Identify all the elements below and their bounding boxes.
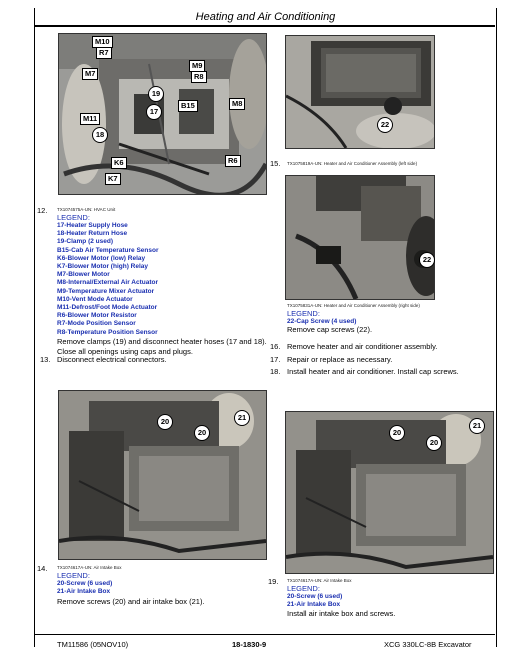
step-17-text: Repair or replace as necessary. <box>287 355 393 364</box>
step-16-text: Remove heater and air conditioner assembly. <box>287 342 438 351</box>
callout-19: 19 <box>148 86 164 102</box>
legend-item: 19-Clamp (2 used) <box>57 238 113 246</box>
callout-20-top: 20 <box>157 414 173 430</box>
callout-m8: M8 <box>229 98 245 110</box>
step-17-number: 17. <box>270 355 281 364</box>
step-12-instruction: Remove clamps (19) and disconnect heater hoses (17 and 18). Close all openings using caps and plugs. <box>57 337 267 356</box>
step-15b-instruction: Remove cap screws (22). <box>287 325 373 334</box>
callout-m9: M9 <box>189 60 205 72</box>
footer-divider <box>35 634 495 635</box>
legend-item: 20-Screw (6 used) <box>57 580 113 587</box>
step-15-number: 15. <box>270 159 281 168</box>
heater-left-side-photo <box>285 35 435 149</box>
step-14-instruction: Remove screws (20) and air intake box (21). <box>57 597 205 606</box>
legend-item: K6-Blower Motor (low) Relay <box>57 254 146 262</box>
legend-item: B15-Cab Air Temperature Sensor <box>57 246 159 254</box>
legend-item: M8-Internal/External Air Actuator <box>57 279 159 287</box>
legend-item: 20-Screw (6 used) <box>287 593 343 600</box>
step-19-legend-title: LEGEND: <box>287 584 320 593</box>
legend-item: M7-Blower Motor <box>57 271 110 279</box>
legend-item: K7-Blower Motor (high) Relay <box>57 263 149 271</box>
callout-20-top: 20 <box>389 425 405 441</box>
legend-item: M11-Defrost/Foot Mode Actuator <box>57 304 158 312</box>
legend-item: R6-Blower Motor Resistor <box>57 312 137 320</box>
callout-20-mid: 20 <box>194 425 210 441</box>
step-18-number: 18. <box>270 367 281 376</box>
legend-item: 18-Heater Return Hose <box>57 230 128 238</box>
callout-m10: M10 <box>92 36 113 48</box>
step-14-legend <box>57 580 112 596</box>
step-15-caption: TX1075819A-UN: Heater and Air Conditioner Assembly (left side) <box>287 161 418 166</box>
heater-right-side-photo <box>285 175 435 300</box>
callout-18: 18 <box>92 127 108 143</box>
legend-item: 17-Heater Supply Hose <box>57 222 128 229</box>
step-19-number: 19. <box>268 577 279 586</box>
legend-item: M10-Vent Mode Actuator <box>57 295 133 303</box>
legend-item: M9-Temperature Mixer Actuator <box>57 287 155 295</box>
callout-b15: B15 <box>178 100 198 112</box>
step-15b-legend-title: LEGEND: <box>287 309 320 318</box>
callout-22-left: 22 <box>377 117 393 133</box>
callout-21: 21 <box>234 410 250 426</box>
step-12-legend <box>57 222 159 337</box>
step-19-caption: TX1074617A-UN: Air Intake Box <box>287 578 352 583</box>
step-14-number: 14. <box>37 564 48 573</box>
legend-item: R8-Temperature Position Sensor <box>57 328 158 336</box>
callout-m11: M11 <box>80 113 100 125</box>
legend-item: 21-Air Intake Box <box>287 601 341 609</box>
step-18-text: Install heater and air conditioner. Install cap screws. <box>287 367 459 376</box>
step-19-legend <box>287 593 342 609</box>
footer-manual-code: TM11586 (05NOV10) <box>57 640 129 649</box>
callout-r6: R6 <box>225 155 241 167</box>
step-12-caption: TX1074575A-UN: HVAC Unit <box>57 207 116 212</box>
step-15b-caption: TX1075831A-UN: Heater and Air Conditioner Assembly (right side) <box>287 303 420 308</box>
callout-r8: R8 <box>191 71 207 83</box>
step-16-number: 16. <box>270 342 281 351</box>
callout-k7: K7 <box>105 173 121 185</box>
callout-k6: K6 <box>111 157 127 169</box>
step-12-number: 12. <box>37 206 48 215</box>
callout-r7: R7 <box>96 47 112 59</box>
step-13-number: 13. <box>40 355 51 364</box>
legend-item: 21-Air Intake Box <box>57 588 111 596</box>
legend-item: 22-Cap Screw (4 used) <box>287 318 357 325</box>
step-14-legend-title: LEGEND: <box>57 571 90 580</box>
footer-page-number: 18-1830-9 <box>232 640 267 649</box>
callout-17: 17 <box>146 104 162 120</box>
footer-machine-model: XCG 330LC-8B Excavator <box>384 640 472 649</box>
step-13-text: Disconnect electrical connectors. <box>57 355 167 364</box>
callout-m7: M7 <box>82 68 98 80</box>
callout-21: 21 <box>469 418 485 434</box>
step-19-instruction: Install air intake box and screws. <box>287 609 396 618</box>
page-title: Heating and Air Conditioning <box>195 11 336 23</box>
callout-20-mid: 20 <box>426 435 442 451</box>
callout-22-right: 22 <box>419 252 435 268</box>
step-14-caption: TX1074617A-UN: Air Intake Box <box>57 565 122 570</box>
legend-item: R7-Mode Position Sensor <box>57 320 136 328</box>
step-12-legend-title: LEGEND: <box>57 213 90 222</box>
header-divider <box>35 25 495 27</box>
